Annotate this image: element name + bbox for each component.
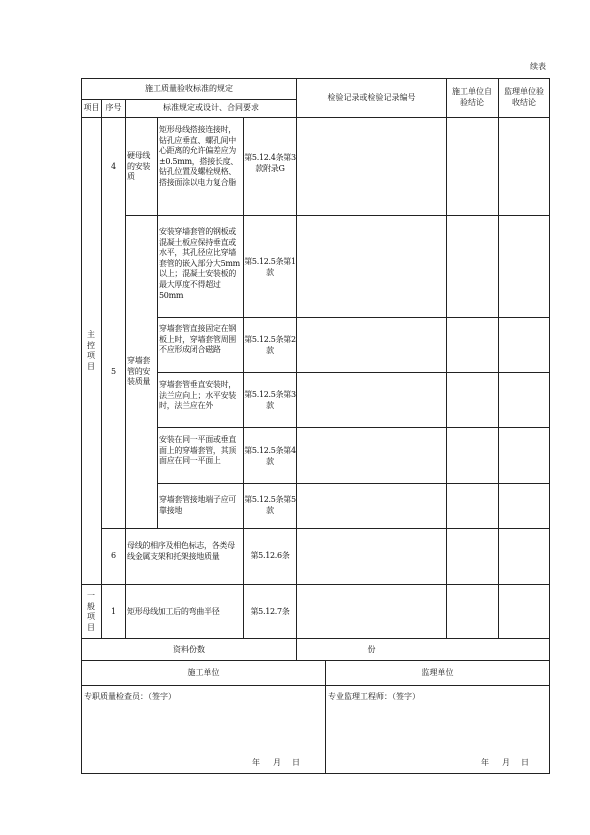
- row-requirement: 穿墙套管接地端子应可靠接地: [159, 495, 236, 515]
- contractor-date-month: 月: [273, 758, 281, 767]
- row-category: 穿墙套管的安装质量: [127, 356, 151, 387]
- col-seq-header: 序号: [105, 103, 122, 112]
- row-clause: 第5.12.5条第3款: [244, 390, 296, 410]
- col-contractor-header: 施工单位自验结论: [452, 87, 492, 107]
- main-items-label: 主控项目: [87, 330, 95, 371]
- supervisor-date-month: 月: [502, 758, 510, 767]
- row-clause: 第5.12.6条: [250, 551, 290, 560]
- standard-group-header: 施工质量验收标准的规定: [145, 84, 233, 93]
- supervisor-date-day: 日: [521, 758, 529, 767]
- contractor-date-year: 年: [252, 758, 260, 767]
- col-requirement-header: 标准规定或设计、合同要求: [163, 103, 259, 112]
- copies-label: 资料份数: [173, 645, 205, 654]
- row-requirement: 安装穿墙套管的钢板或混凝土板应保持垂直或水平，其孔径应比穿墙套管的嵌入部分大5mm以上；混凝土安装板的最大厚度不得超过50mm: [159, 227, 240, 300]
- row-clause: 第5.12.5条第4款: [244, 446, 296, 466]
- col-supervisor-header: 监理单位验收结论: [504, 87, 544, 107]
- row-clause: 第5.12.5条第5款: [244, 495, 296, 515]
- row-seq: 6: [110, 551, 117, 560]
- row-requirement: 穿墙套管直接固定在钢板上时，穿墙套管周围不应形成闭合磁路: [159, 324, 236, 355]
- col-record-header: 检验记录或检验记录编号: [327, 93, 416, 102]
- row-seq: 1: [110, 607, 117, 616]
- row-clause: 第5.12.4条第3款附录G: [244, 153, 296, 173]
- row-clause: 第5.12.5条第2款: [244, 335, 296, 355]
- row-seq: 4: [110, 162, 117, 171]
- row-seq: 5: [110, 367, 117, 376]
- contractor-date-day: 日: [292, 758, 300, 767]
- row-clause: 第5.12.7条: [250, 607, 290, 616]
- row-requirement: 穿墙套管垂直安装时，法兰应向上；水平安装时，法兰应在外: [159, 380, 236, 411]
- supervisor-sign-label: 专业监理工程师：（签字）: [328, 692, 420, 701]
- row-requirement: 矩形母线加工后的弯曲半径: [127, 607, 220, 616]
- contractor-unit-label: 施工单位: [187, 668, 220, 677]
- supervisor-date-year: 年: [481, 758, 489, 767]
- copies-unit: 份: [367, 645, 376, 654]
- continued-label: 续表: [530, 62, 546, 71]
- row-category: 硬母线的安装质: [127, 151, 151, 182]
- row-clause: 第5.12.5条第1款: [244, 257, 296, 277]
- general-items-label: 一般项目: [87, 591, 95, 632]
- row-requirement: 母线的相序及相色标志，各类母线金属支架和托架接地质量: [127, 541, 235, 561]
- contractor-sign-label: 专职质量检查员：（签字）: [84, 692, 176, 701]
- col-item-header: 项目: [83, 103, 100, 112]
- supervisor-unit-label: 监理单位: [421, 668, 454, 677]
- row-requirement: 安装在同一平面或垂直面上的穿墙套管，其顶面应在同一平面上: [159, 435, 236, 466]
- row-requirement: 矩形母线搭接连接时，钻孔应垂直、螺孔间中心距离的允许偏差应为±0.5mm，搭接长度、钻孔位置及螺栓规格、搭接面涂以电力复合脂: [159, 125, 238, 187]
